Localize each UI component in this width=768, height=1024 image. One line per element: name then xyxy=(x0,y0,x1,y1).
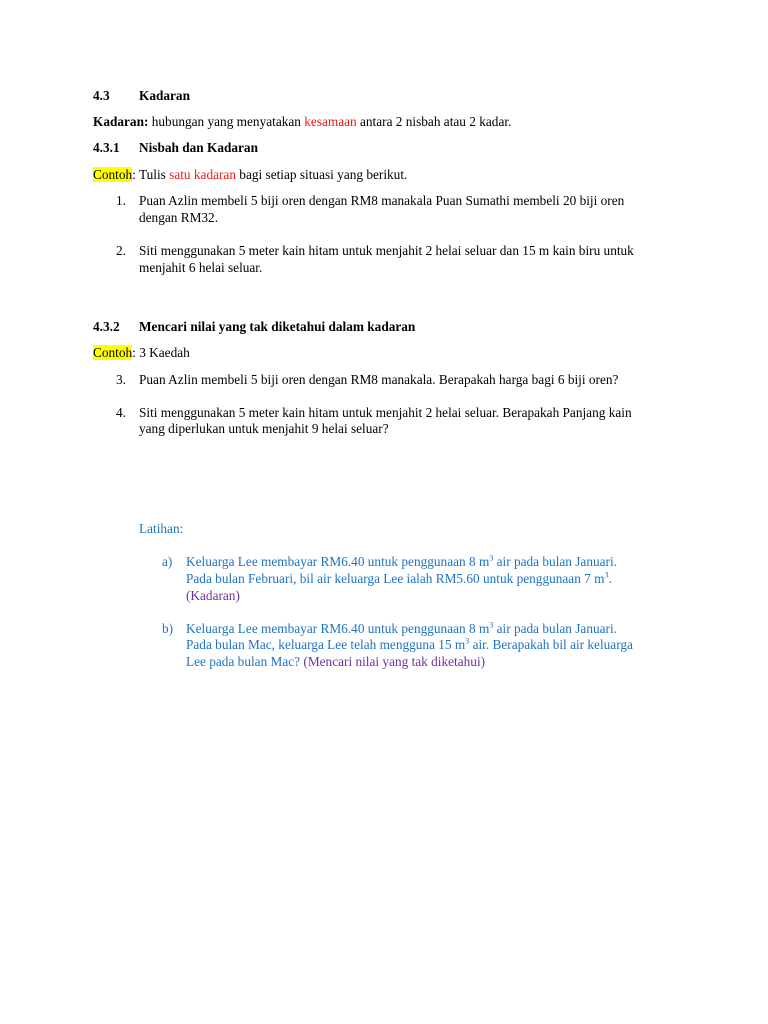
definition-term: Kadaran: xyxy=(93,114,149,129)
definition-text-end: antara 2 nisbah atau 2 kadar. xyxy=(356,114,512,129)
exercise-superscript: 3 xyxy=(604,570,609,580)
subsection-number: 4.3.1 xyxy=(93,140,120,155)
exercise-item-label: b) xyxy=(162,621,174,636)
section-title: Kadaran xyxy=(139,88,190,103)
exercise-text: air pada bulan Januari. xyxy=(493,554,617,569)
exercise-text: Keluarga Lee membayar RM6.40 untuk penggunaan 8 m xyxy=(186,621,490,636)
exercise-item-text xyxy=(186,571,612,587)
list-item-text: yang diperlukan untuk menjahit 9 helai seluar? xyxy=(139,421,389,436)
list-item-number: 2. xyxy=(116,243,126,258)
exercise-heading: Latihan: xyxy=(139,521,184,536)
list-item-text: menjahit 6 helai seluar. xyxy=(139,260,263,275)
exercise-superscript: 3 xyxy=(489,620,494,630)
list-item-number: 3. xyxy=(116,372,126,387)
list-item-text: Puan Azlin membeli 5 biji oren dengan RM8 manakala. Berapakah harga bagi 6 biji oren? xyxy=(139,372,619,387)
exercise-tag: (Kadaran) xyxy=(186,588,240,603)
exercise-item-label: a) xyxy=(162,554,173,569)
subsection-title: Mencari nilai yang tak diketahui dalam kadaran xyxy=(139,319,416,334)
exercise-text: . xyxy=(608,571,612,586)
exercise-text: Pada bulan Mac, keluarga Lee telah mengguna 15 m xyxy=(186,637,466,652)
exercise-text: Pada bulan Februari, bil air keluarga Lee ialah RM5.60 untuk penggunaan 7 m xyxy=(186,571,605,586)
subsection-title: Nisbah dan Kadaran xyxy=(139,140,258,155)
exercise-text: Lee pada bulan Mac? xyxy=(186,654,301,669)
exercise-superscript: 3 xyxy=(489,553,494,563)
example-label: Contoh xyxy=(93,345,133,360)
example-line xyxy=(93,345,190,361)
exercise-tag: (Mencari nilai yang tak diketahui) xyxy=(303,654,486,669)
example-label: Contoh xyxy=(93,167,133,182)
list-item-number: 4. xyxy=(116,405,126,420)
example-line xyxy=(93,167,407,183)
exercise-item-text xyxy=(186,621,617,637)
list-item-text: Siti menggunakan 5 meter kain hitam untuk menjahit 2 helai seluar dan 15 m kain biru untuk xyxy=(139,243,634,258)
example-text: : 3 Kaedah xyxy=(132,345,190,360)
exercise-text: air. Berapakah bil air keluarga xyxy=(469,637,633,652)
section-number: 4.3 xyxy=(93,88,110,103)
exercise-superscript: 3 xyxy=(465,636,470,646)
exercise-item-text xyxy=(186,637,633,653)
example-text: : Tulis xyxy=(132,167,170,182)
subsection-number: 4.3.2 xyxy=(93,319,120,334)
definition-highlight: kesamaan xyxy=(304,114,357,129)
list-item-number: 1. xyxy=(116,193,126,208)
list-item-text: dengan RM32. xyxy=(139,210,219,225)
exercise-item-text xyxy=(186,554,617,570)
exercise-text: air pada bulan Januari. xyxy=(493,621,617,636)
example-highlight: satu kadaran xyxy=(169,167,236,182)
exercise-item-text xyxy=(186,654,485,670)
exercise-text: Keluarga Lee membayar RM6.40 untuk penggunaan 8 m xyxy=(186,554,490,569)
definition-line xyxy=(93,114,511,130)
example-text-end: bagi setiap situasi yang berikut. xyxy=(235,167,408,182)
definition-text: hubungan yang menyatakan xyxy=(148,114,305,129)
list-item-text: Puan Azlin membeli 5 biji oren dengan RM8 manakala Puan Sumathi membeli 20 biji oren xyxy=(139,193,625,208)
list-item-text: Siti menggunakan 5 meter kain hitam untuk menjahit 2 helai seluar. Berapakah Panjang kain xyxy=(139,405,632,420)
